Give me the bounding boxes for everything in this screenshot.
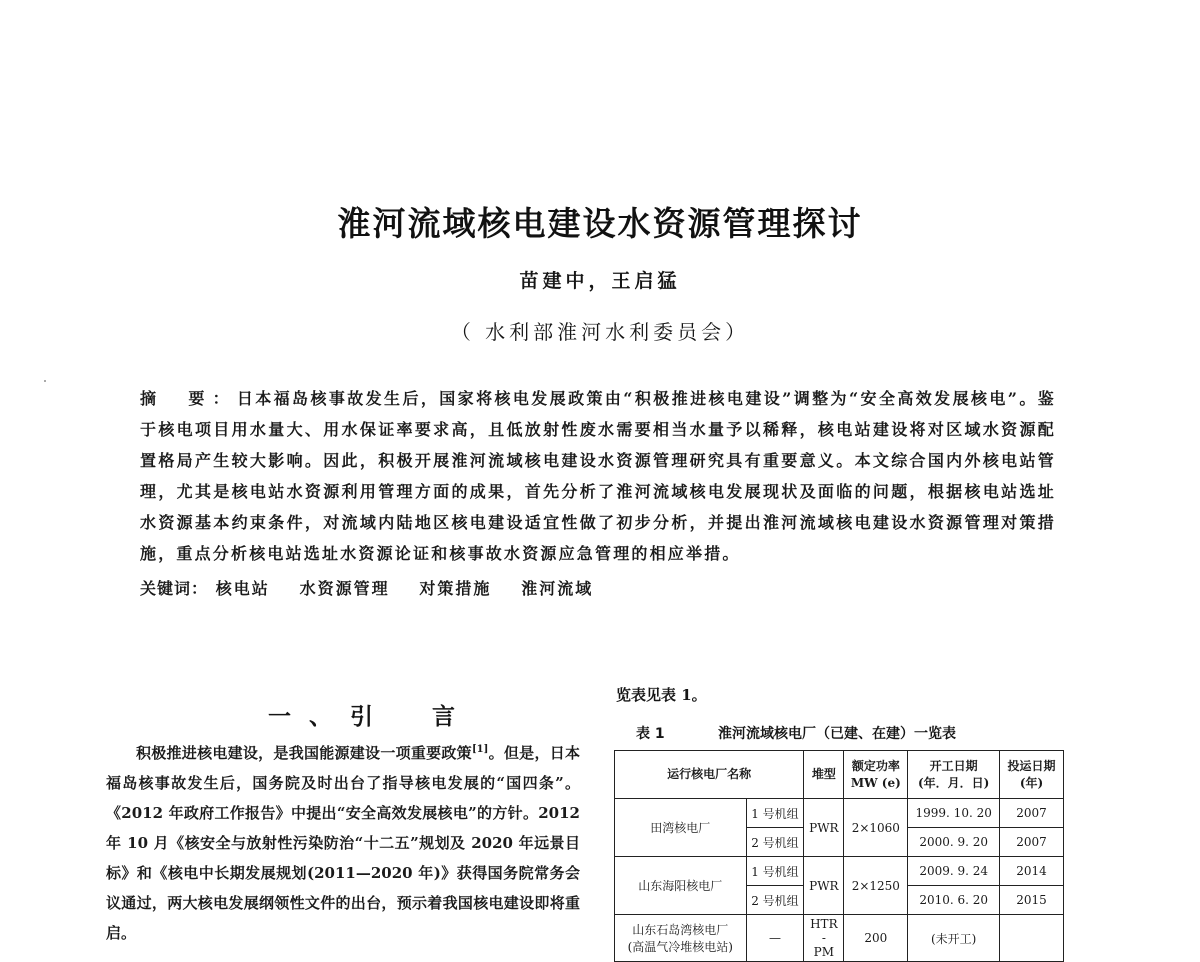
nuclear-plant-table — [614, 750, 1064, 962]
table-row — [615, 915, 1064, 962]
header-plant-name: 运行核电厂名称 — [615, 751, 804, 799]
header-start-date — [908, 751, 1000, 799]
header-reactor-type: 堆型 — [804, 751, 844, 799]
operation-date: 2007 — [1000, 828, 1064, 857]
affiliation: （ 水利部淮河水利委员会） — [450, 320, 750, 344]
start-date: (未开工) — [908, 915, 1000, 962]
abstract-label: 摘 要： — [140, 389, 237, 408]
unit-name: 2 号机组 — [746, 828, 804, 857]
reactor-type: PWR — [804, 857, 844, 915]
reactor-type-line: HTR - — [810, 917, 838, 945]
citation-ref: [1] — [471, 744, 489, 755]
header-operation-date — [1000, 751, 1064, 799]
keyword: 淮河流域 — [521, 579, 594, 598]
operation-date: 2014 — [1000, 857, 1064, 886]
rated-power: 2×1250 — [844, 857, 908, 915]
operation-date — [1000, 915, 1064, 962]
start-date: 2000. 9. 20 — [908, 828, 1000, 857]
plant-name-line: (高温气冷堆核电站) — [627, 940, 733, 954]
table-reference-text: 览表见表 1。 — [616, 686, 707, 704]
header-line: 投运日期 — [1007, 758, 1056, 773]
operation-date: 2015 — [1000, 886, 1064, 915]
keyword: 水资源管理 — [299, 579, 390, 598]
keywords-label: 关键词： — [140, 579, 209, 598]
scan-speck — [44, 380, 46, 382]
header-line: MW (e) — [850, 775, 901, 790]
reactor-type: PWR — [804, 799, 844, 857]
abstract-block — [140, 383, 1056, 604]
header-line: 额定功率 — [851, 758, 900, 773]
header-line: (年) — [1019, 775, 1044, 790]
keyword: 核电站 — [215, 579, 270, 598]
start-date: 2010. 6. 20 — [908, 886, 1000, 915]
paper-title: 淮河流域核电建设水资源管理探讨 — [337, 204, 863, 243]
start-date: 1999. 10. 20 — [908, 799, 1000, 828]
unit-name: 1 号机组 — [746, 857, 804, 886]
rated-power: 200 — [844, 915, 908, 962]
reactor-type-line: PM — [813, 945, 835, 959]
header-rated-power — [844, 751, 908, 799]
table-header-row — [615, 751, 1064, 799]
header-line: 开工日期 — [929, 758, 978, 773]
author-list: 苗建中，王启猛 — [519, 270, 681, 292]
plant-name: 田湾核电厂 — [615, 799, 747, 857]
operation-date: 2007 — [1000, 799, 1064, 828]
table-title: 淮河流域核电厂（已建、在建）一览表 — [718, 726, 956, 742]
unit-name: 1 号机组 — [746, 799, 804, 828]
paragraph-text: 。但是，日本福岛核事故发生后，国务院及时出台了指导核电发展的“国四条”。《2012 年政府工作报告》中提出“安全高效发展核电”的方针。2012 年 10 月《核安全与放射性污染防治“十二五”规划及 2020 年远景目标》和《核电中长期发展规划(2011—2020 年)》获得国务院常务会议通过，两大核电发展纲领性文件的出台，预示着我国核电建设即将重启。 — [106, 744, 580, 942]
rated-power: 2×1060 — [844, 799, 908, 857]
paragraph — [106, 738, 580, 948]
keywords-row — [140, 573, 1056, 604]
plant-name — [615, 915, 747, 962]
plant-name-line: 山东石岛湾核电厂 — [632, 923, 729, 937]
table-caption — [636, 723, 956, 743]
abstract-text: 日本福岛核事故发生后，国家将核电发展政策由“积极推进核电建设”调整为“安全高效发展核电”。鉴于核电项目用水量大、用水保证率要求高，且低放射性废水需要相当水量予以稀释，核电站建设将对区域水资源配置格局产生较大影响。因此，积极开展淮河流域核电建设水资源管理研究具有重要意义。本文综合国内外核电站管理，尤其是核电站水资源利用管理方面的成果，首先分析了淮河流域核电发展现状及面临的问题，根据核电站选址水资源基本约束条件，对流域内陆地区核电建设适宜性做了初步分析，并提出淮河流域核电建设水资源管理对策措施，重点分析核电站选址水资源论证和核事故水资源应急管理的相应举措。 — [140, 389, 1056, 563]
section-heading-introduction: 一、引 言 — [268, 704, 473, 730]
introduction-body — [106, 738, 580, 948]
reactor-type — [804, 915, 844, 962]
table-row — [615, 857, 1064, 886]
unit-name: 2 号机组 — [746, 886, 804, 915]
table-row — [615, 799, 1064, 828]
keyword: 对策措施 — [419, 579, 492, 598]
plant-name: 山东海阳核电厂 — [615, 857, 747, 915]
header-line: (年．月．日) — [918, 775, 990, 790]
unit-name: — — [746, 915, 804, 962]
paragraph-text: 积极推进核电建设，是我国能源建设一项重要政策 — [136, 744, 472, 762]
start-date: 2009. 9. 24 — [908, 857, 1000, 886]
table-number: 表 1 — [636, 726, 665, 742]
